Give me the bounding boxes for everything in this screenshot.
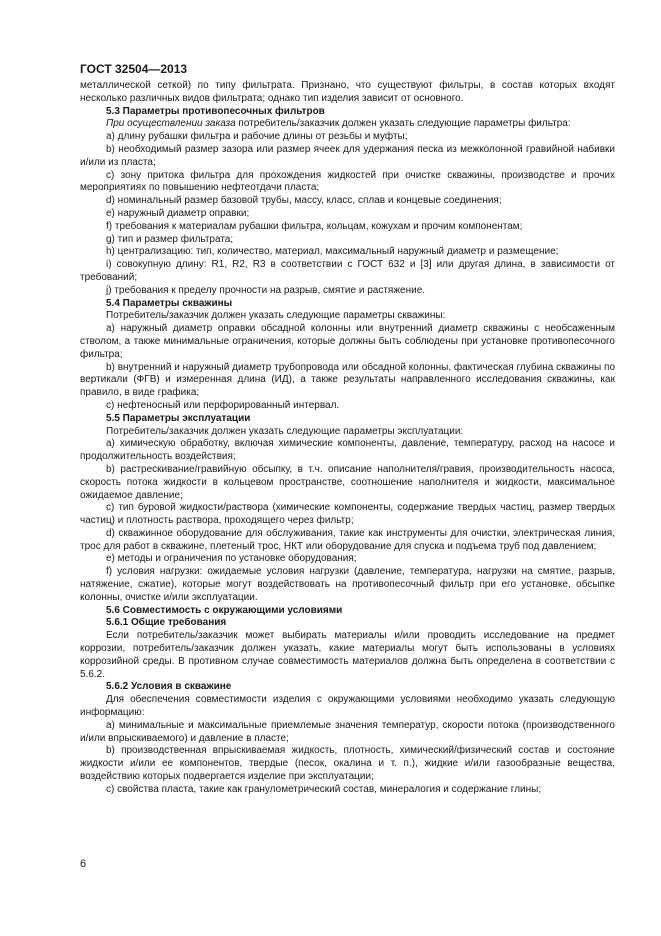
paragraph <box>80 426 615 439</box>
page-header: ГОСТ 32504—2013 <box>80 62 188 76</box>
section-heading <box>80 605 615 618</box>
paragraph-text: a) химическую обработку, включая химические компоненты, давление, температуру, расход на насосе и продолжительность воздействия; <box>80 438 615 463</box>
paragraph-text: Потребитель/заказчик должен указать следующие параметры эксплуатации: <box>106 425 464 437</box>
paragraph-text: i) совокупную длину: R1, R2, R3 в соответствии с ГОСТ 632 и [3] или другая длина, в зависимости от требований; <box>80 259 615 283</box>
paragraph <box>80 144 615 170</box>
section-heading <box>80 413 615 426</box>
paragraph-text: d) скважинное оборудование для обслуживания, такие как инструменты для очистки, электрическая линия, трос для работ в скважине, плетеный трос, НКТ или оборудование для спуска и подъема труб под давлением; <box>80 527 615 552</box>
paragraph-text: 5.3 Параметры противопесочных фильтров <box>106 105 325 117</box>
paragraph <box>80 720 615 746</box>
paragraph-text: j) требования к пределу прочности на разрыв, смятие и растяжение. <box>106 284 426 296</box>
paragraph-text: потребитель/заказчик должен указать следующие параметры фильтра: <box>235 118 571 130</box>
document-body <box>80 80 615 797</box>
paragraph-text: 5.5 Параметры эксплуатации <box>106 412 251 424</box>
paragraph-text: b) необходимый размер зазора или размер ячеек для удержания песка из межколонной гравийной набивки и/или из пласта; <box>80 143 615 168</box>
paragraph-text: a) минимальные и максимальные приемлемые значения температур, скорости потока (производственного и/или впрыскиваемого) и давление в пласте; <box>80 719 615 744</box>
paragraph-text: d) номинальный размер базовой трубы, массу, класс, сплав и концевые соединения; <box>106 195 502 207</box>
paragraph-text: a) наружный диаметр оправки обсадной колонны или внутренний диаметр скважины с необсаженным стволом, а также минимальные ограничения, которые должны быть соблюдены при установке противопесочного фильтра; <box>80 323 615 360</box>
paragraph <box>80 400 615 413</box>
paragraph-text: 5.6.2 Условия в скважине <box>106 681 232 693</box>
paragraph <box>80 528 615 554</box>
paragraph-text: b) внутренний и наружный диаметр трубопровода или обсадной колонны, фактическая глубина скважины по вертикали (ФГВ) и измеренная длина (ИД), а также результаты направленного исследования скважины, как правило, в виде графика; <box>80 361 615 399</box>
paragraph-text: g) тип и размер фильтрата; <box>106 233 234 245</box>
paragraph-text: e) наружный диаметр оправки; <box>106 207 250 219</box>
paragraph <box>80 566 615 604</box>
paragraph-text: a) длину рубашки фильтра и рабочие длины от резьбы и муфты; <box>106 131 408 143</box>
paragraph-text: f) условия нагрузки: ожидаемые условия нагрузки (давление, температура, нагрузки на смятие, разрыв, натяжение, сжатие), которые могут воздействовать на противопесочный фильтр при его установке, обсыпке колонны, очистке и/или эксплуатации. <box>80 566 615 603</box>
paragraph <box>80 195 615 208</box>
paragraph <box>80 310 615 323</box>
paragraph <box>80 246 615 259</box>
paragraph-text: Для обеспечения совместимости изделия с окружающими условиями необходимо указать следующую информацию: <box>80 694 615 719</box>
section-heading <box>80 681 615 694</box>
paragraph <box>80 502 615 528</box>
paragraph-text: f) требования к материалам рубашки фильтра, кольцам, кожухам и прочим компонентам; <box>106 220 523 232</box>
paragraph-text: 5.4 Параметры скважины <box>106 297 233 309</box>
paragraph <box>80 131 615 144</box>
section-heading <box>80 617 615 630</box>
paragraph-text: c) зону притока фильтра для прохождения жидкостей при очистке скважины, производстве и прочих мероприятиях по повышению нефтеотдачи пласта; <box>80 169 615 194</box>
paragraph <box>80 784 615 797</box>
section-heading <box>80 106 615 119</box>
page-number: 6 <box>80 858 87 870</box>
paragraph <box>80 285 615 298</box>
paragraph-text: c) свойства пласта, такие как гранулометрический состав, минералогия и содержание глины; <box>106 783 542 795</box>
paragraph <box>80 118 615 131</box>
paragraph-text: c) тип буровой жидкости/раствора (химические компоненты, содержание твердых частиц, размер твердых частиц) и плотность раствора, проходящего через фильтр; <box>80 502 615 527</box>
paragraph-text: Потребитель/заказчик должен указать следующие параметры скважины: <box>106 310 446 322</box>
paragraph <box>80 553 615 566</box>
paragraph-text: 5.6 Совместимость с окружающими условиями <box>106 604 343 616</box>
paragraph-text: h) централизацию: тип, количество, материал, максимальный наружный диаметр и размещение; <box>106 246 559 258</box>
paragraph <box>80 630 615 681</box>
paragraph-text: e) методы и ограничения по установке оборудования; <box>106 553 357 565</box>
paragraph <box>80 234 615 247</box>
paragraph <box>80 362 615 400</box>
paragraph-text: металлической сеткой) по типу фильтрата. Признано, что существуют фильтры, в состав которых входят несколько различных видов фильтрата; однако тип изделия зависит от основного. <box>80 80 615 104</box>
paragraph-text: c) нефтеносный или перфорированный интервал. <box>106 399 340 411</box>
paragraph-lead: При осуществлении заказа <box>106 118 236 130</box>
paragraph <box>80 259 615 285</box>
paragraph <box>80 80 615 106</box>
paragraph <box>80 464 615 502</box>
paragraph-text: b) производственная впрыскиваемая жидкость, плотность, химический/физический состав и состояние жидкости и/или ее компонентов, твердые (песок, окалина и т. п.), жидкие и/или газообразные вещества, воздействию которых подвергается изделие при эксплуатации; <box>80 745 615 783</box>
paragraph <box>80 170 615 196</box>
paragraph <box>80 221 615 234</box>
paragraph-text: Если потребитель/заказчик может выбирать материалы и/или проводить исследование на предмет коррозии, потребитель/заказчик должен указать, какие материалы могут быть использованы в условиях коррозийной среды. В противном случае совместимость материалов должна быть определена в соответствии с 5.6.2. <box>80 630 615 680</box>
section-heading <box>80 298 615 311</box>
paragraph-text: 5.6.1 Общие требования <box>106 617 227 629</box>
paragraph <box>80 438 615 464</box>
paragraph <box>80 208 615 221</box>
paragraph-text: b) растрескивание/гравийную обсыпку, в т.ч. описание наполнителя/гравия, производительность насоса, скорость потока жидкости в кольцевом пространстве, соотношение наполнителя и жидкости, максимальное ожидаемое давление; <box>80 463 615 501</box>
paragraph <box>80 745 615 783</box>
paragraph <box>80 694 615 720</box>
paragraph <box>80 323 615 361</box>
